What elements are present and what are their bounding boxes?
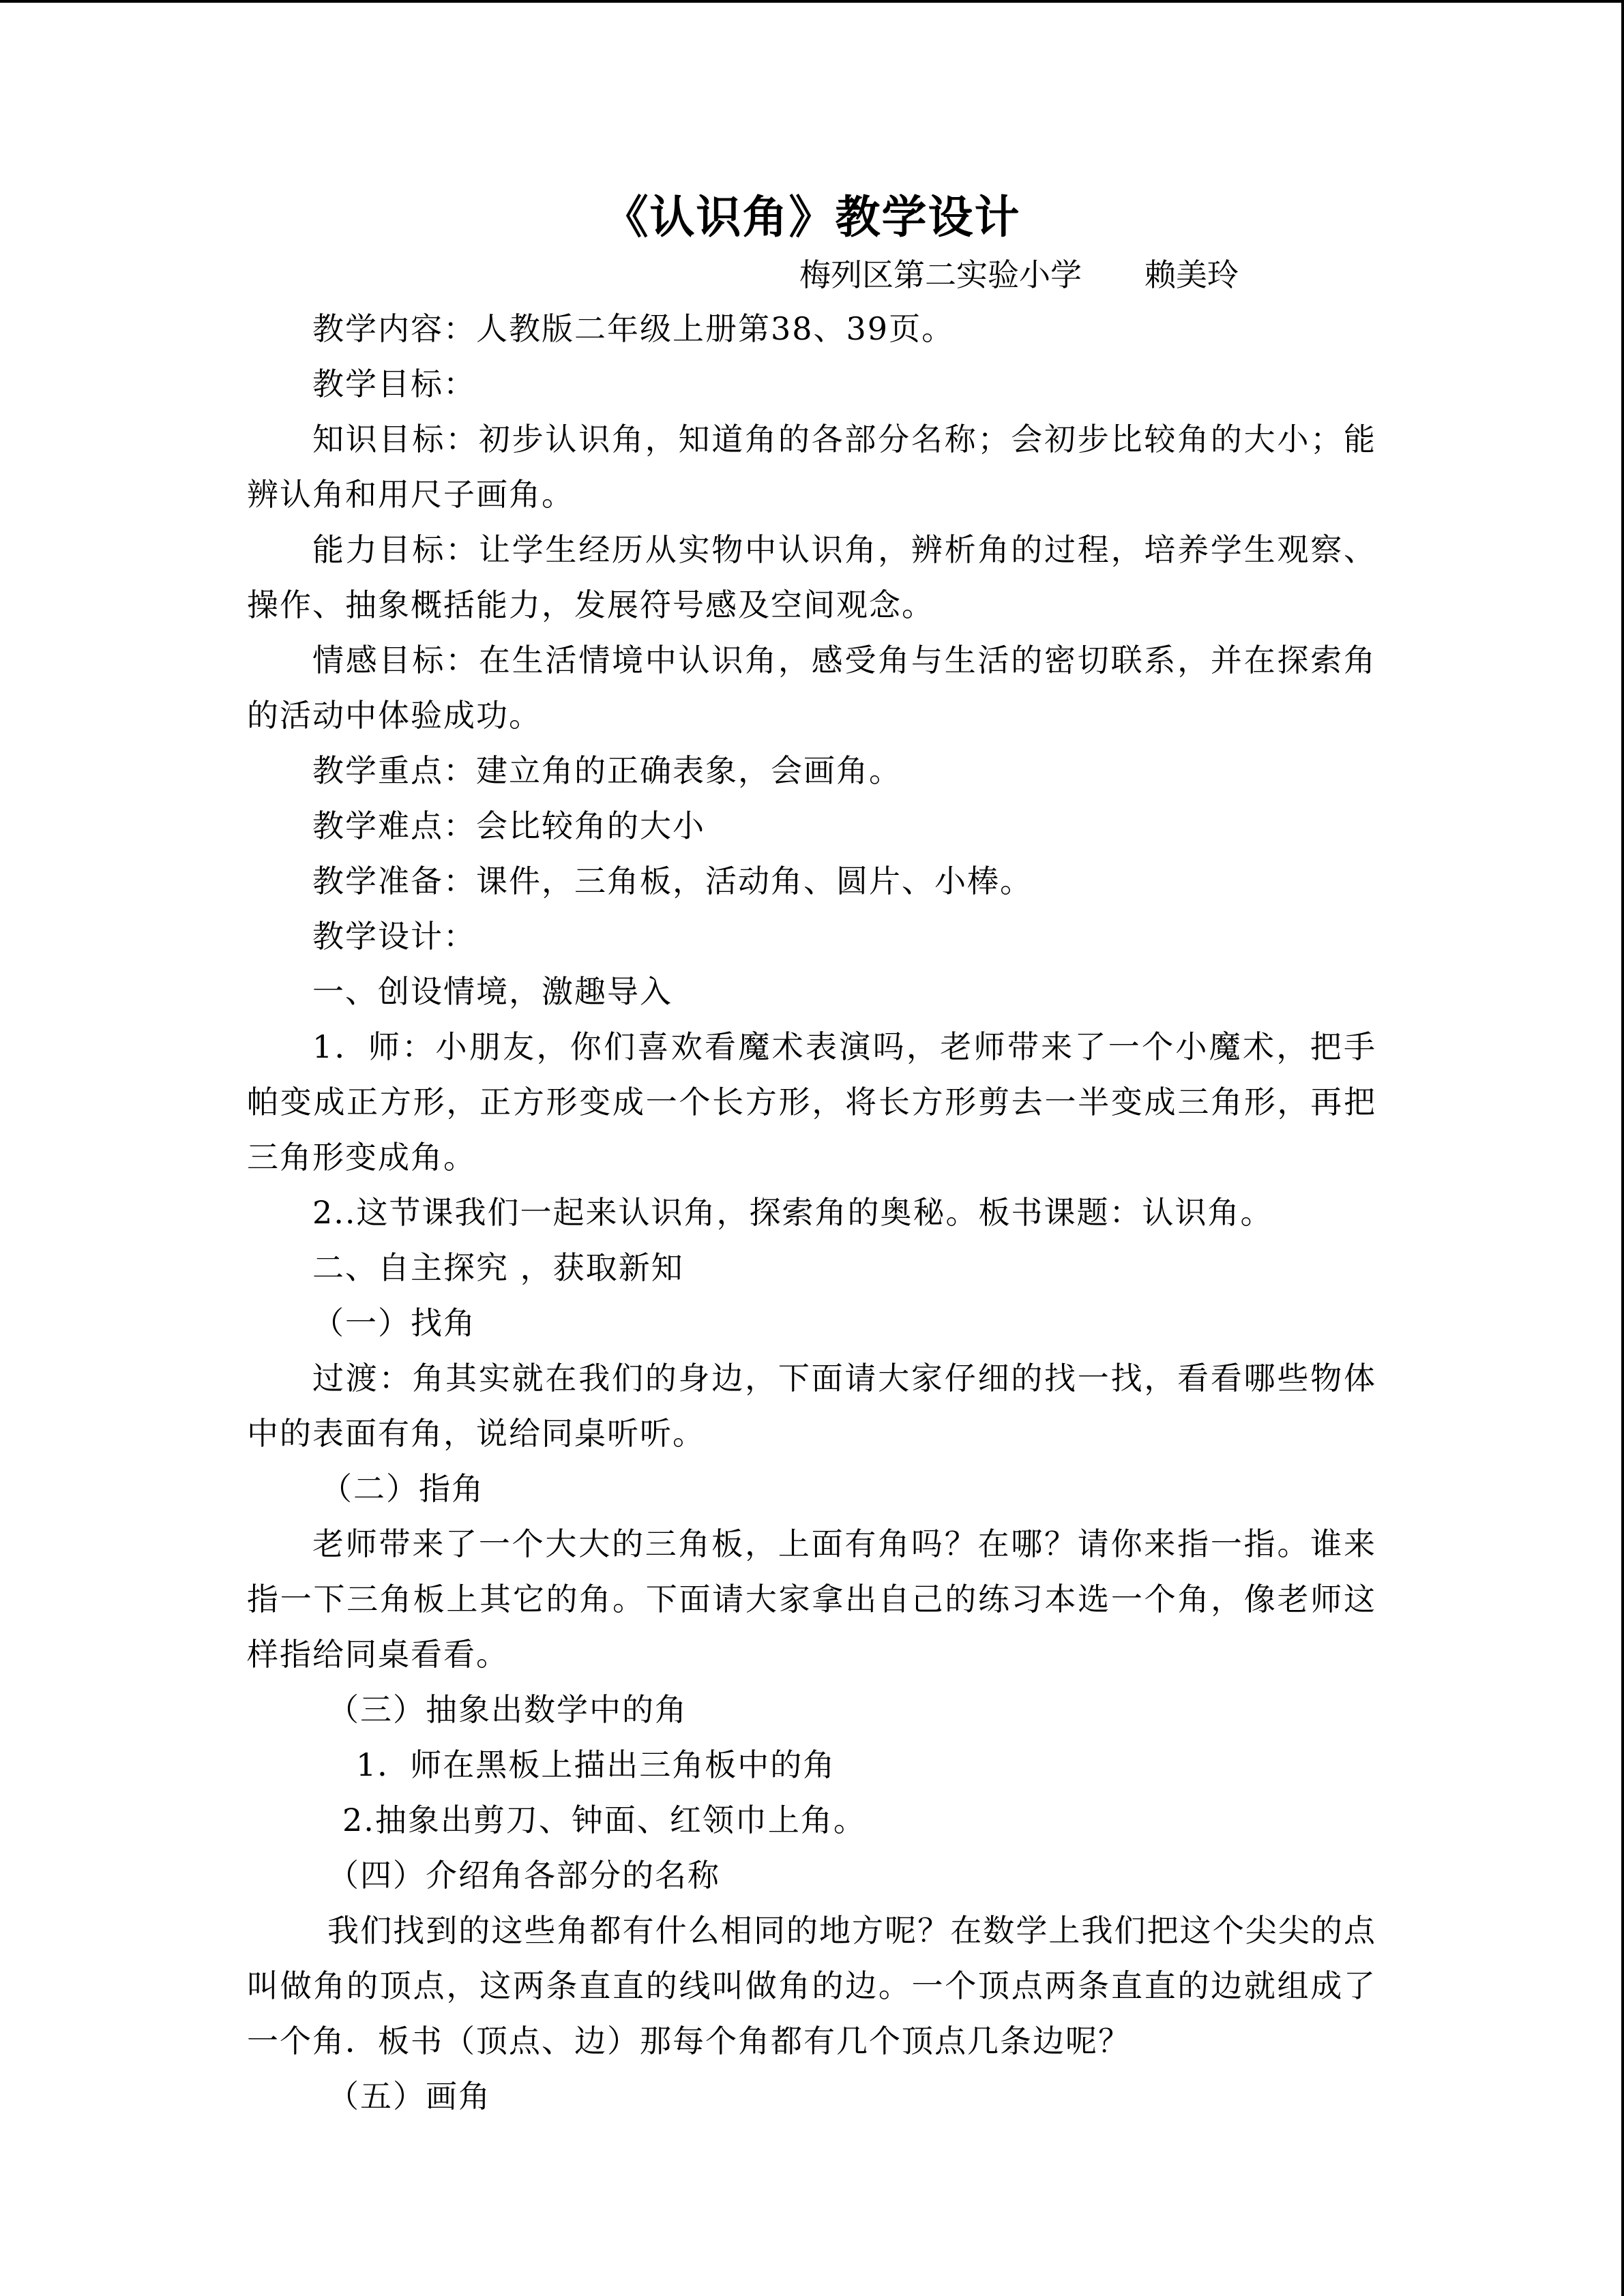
page-border-top [0, 0, 1624, 3]
page-border-right [1621, 0, 1624, 2296]
subsection-heading: （五）画角 [327, 2078, 491, 2115]
paragraph: 过渡：角其实就在我们的身边，下面请大家仔细的找一找，看看哪些物体中的表面有角，说给同桌听听。 [247, 1360, 1376, 1452]
section-heading: 二、自主探究 ，获取新知 [312, 1249, 684, 1286]
paragraph: 教学难点：会比较角的大小 [312, 807, 705, 844]
paragraph: 教学内容：人教版二年级上册第38、39页。 [312, 310, 955, 347]
subsection-heading: （一）找角 [312, 1304, 476, 1341]
paragraph: 教学重点：建立角的正确表象，会画角。 [312, 752, 902, 789]
paragraph: 2..这节课我们一起来认识角，探索角的奥秘。板书课题：认识角。 [312, 1194, 1273, 1231]
paragraph: 情感目标：在生活情境中认识角，感受角与生活的密切联系，并在探索角的活动中体验成功。 [247, 642, 1376, 734]
paragraph: 教学目标： [312, 366, 476, 402]
paragraph: 1．师：小朋友，你们喜欢看魔术表演吗，老师带来了一个小魔术，把手帕变成正方形，正方形变成一个长方形，将长方形剪去一半变成三角形，再把三角形变成角。 [247, 1028, 1376, 1176]
paragraph: 我们找到的这些角都有什么相同的地方呢？在数学上我们把这个尖尖的点叫做角的顶点，这两条直直的线叫做角的边。一个顶点两条直直的边就组成了一个角．板书（顶点、边）那每个角都有几个顶点几条边呢？ [247, 1912, 1376, 2059]
paragraph: 教学设计： [312, 918, 476, 955]
list-item: 2.抽象出剪刀、钟面、红领巾上角。 [342, 1802, 866, 1838]
paragraph: 教学准备：课件，三角板，活动角、圆片、小棒。 [312, 863, 1033, 899]
section-heading: 一、创设情境，激趣导入 [312, 973, 673, 1010]
subsection-heading: （三）抽象出数学中的角 [327, 1691, 688, 1728]
document-body [247, 301, 1376, 2124]
subsection-heading: （四）介绍角各部分的名称 [327, 1857, 720, 1894]
school-name: 梅列区第二实验小学 [799, 256, 1082, 293]
subsection-heading: （二）指角 [321, 1470, 484, 1507]
author-name: 赖美玲 [1145, 256, 1239, 293]
author-line [799, 250, 1239, 299]
list-item: 1．师在黑板上描出三角板中的角 [356, 1746, 836, 1783]
paragraph: 老师带来了一个大大的三角板，上面有角吗？在哪？请你来指一指。谁来指一下三角板上其它的角。下面请大家拿出自己的练习本选一个角，像老师这样指给同桌看看。 [247, 1525, 1376, 1673]
paragraph: 知识目标：初步认识角，知道角的各部分名称；会初步比较角的大小；能辨认角和用尺子画角。 [247, 421, 1376, 513]
paragraph: 能力目标：让学生经历从实物中认识角，辨析角的过程，培养学生观察、操作、抽象概括能力，发展符号感及空间观念。 [247, 531, 1376, 623]
document-title: 《认识角》教学设计 [603, 191, 1021, 243]
